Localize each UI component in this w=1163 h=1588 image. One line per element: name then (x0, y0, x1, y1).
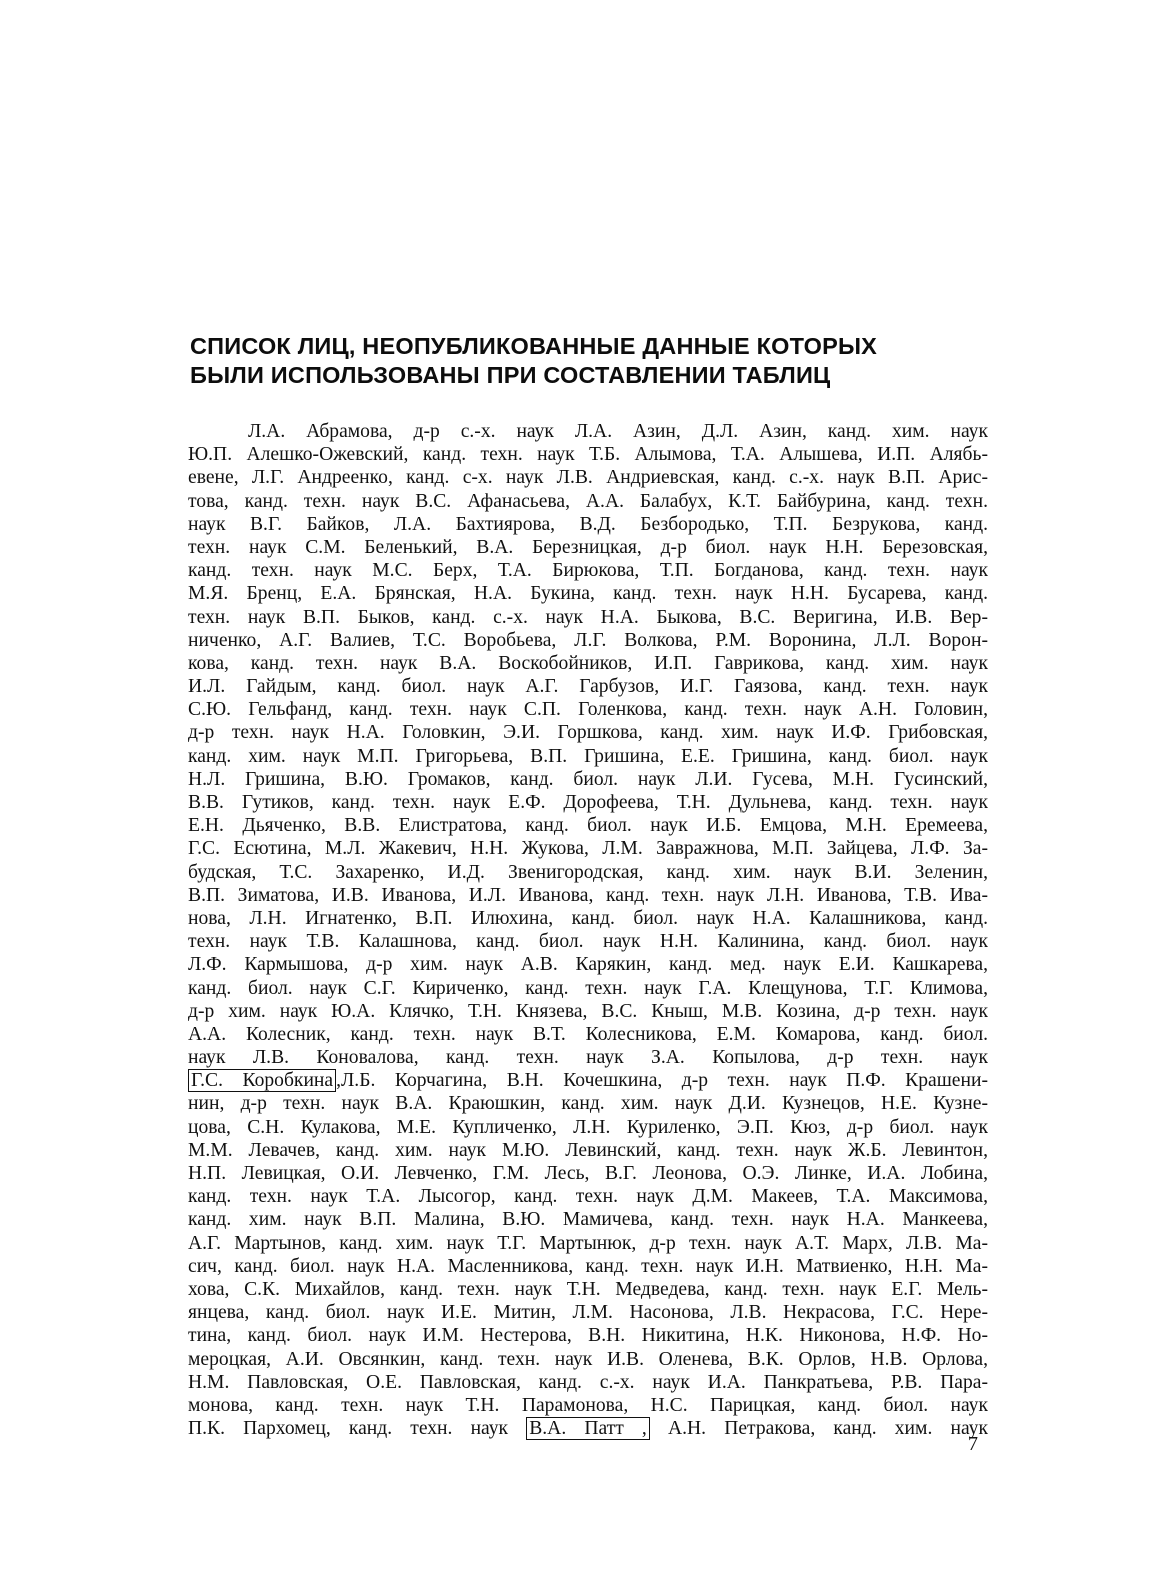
text-line: Г.С. Есютина, М.Л. Жакевич, Н.Н. Жукова, Л.М. Завражнова, М.П. Зайцева, Л.Ф. За- (188, 838, 988, 860)
text-line: техн. наук С.М. Беленький, В.А. Березницкая, д-р биол. наук Н.Н. Березовская, (188, 536, 988, 558)
text-line: сич, канд. биол. наук Н.А. Масленникова, канд. техн. наук И.Н. Матвиенко, Н.Н. Ма- (188, 1255, 988, 1277)
text-line: А.А. Колесник, канд. техн. наук В.Т. Колесникова, Е.М. Комарова, канд. биол. (188, 1023, 988, 1045)
text-line: Н.М. Павловская, О.Е. Павловская, канд. с.-х. наук И.А. Панкратьева, Р.В. Пара- (188, 1371, 988, 1393)
text-line: С.Ю. Гельфанд, канд. техн. наук С.П. Голенкова, канд. техн. наук А.Н. Головин, (188, 699, 988, 721)
text-line: В.П. Зиматова, И.В. Иванова, И.Л. Иванова, канд. техн. наук Л.Н. Иванова, Т.В. Ива- (188, 884, 988, 906)
text-line: М.Я. Бренц, Е.А. Брянская, Н.А. Букина, канд. техн. наук Н.Н. Бусарева, канд. (188, 583, 988, 605)
text-line: ниченко, А.Г. Валиев, Т.С. Воробьева, Л.Г. Волкова, Р.М. Воронина, Л.Л. Ворон- (188, 629, 988, 651)
text-line: А.Г. Мартынов, канд. хим. наук Т.Г. Мартынюк, д-р техн. наук А.Т. Марх, Л.В. Ма- (188, 1232, 988, 1254)
text-line: В.В. Гутиков, канд. техн. наук Е.Ф. Дорофеева, Т.Н. Дульнева, канд. техн. наук (188, 792, 988, 813)
text-line: наук В.Г. Байков, Л.А. Бахтиярова, В.Д. Безбородько, Т.П. Безрукова, канд. (188, 513, 988, 535)
text-line: монова, канд. техн. наук Т.Н. Парамонова, Н.С. Парицкая, канд. биол. наук (188, 1394, 988, 1416)
text-line: Л.А. Абрамова, д-р с.-х. наук Л.А. Азин, Д.Л. Азин, канд. хим. наук (248, 421, 988, 442)
text-line: М.М. Левачев, канд. хим. наук М.Ю. Левинский, канд. техн. наук Ж.Б. Левинтон, (188, 1139, 988, 1161)
text-line: техн. наук Т.В. Калашнова, канд. биол. наук Н.Н. Калинина, канд. биол. наук (188, 931, 988, 953)
text-line: будская, Т.С. Захаренко, И.Д. Звенигородская, канд. хим. наук В.И. Зеленин, (188, 861, 988, 883)
text-line: янцева, канд. биол. наук И.Е. Митин, Л.М. Насонова, Л.В. Некрасова, Г.С. Нере- (188, 1302, 988, 1324)
text-line: Н.Л. Гришина, В.Ю. Громаков, канд. биол. наук Л.И. Гусева, М.Н. Гусинский, (188, 768, 988, 790)
boxed-name: Г.С. Коробкина (188, 1069, 336, 1092)
text-line: Е.Н. Дьяченко, В.В. Елистратова, канд. биол. наук И.Б. Емцова, М.Н. Еремеева, (188, 815, 988, 837)
text-line: д-р техн. наук Н.А. Головкин, Э.И. Горшкова, канд. хим. наук И.Ф. Грибовская, (188, 722, 988, 744)
page-number: 7 (968, 1433, 978, 1455)
text-line: кова, канд. техн. наук В.А. Воскобойников, И.П. Гаврикова, канд. хим. наук (188, 652, 988, 674)
text-line: нин, д-р техн. наук В.А. Краюшкин, канд. хим. наук Д.И. Кузнецов, Н.Е. Кузне- (188, 1093, 988, 1115)
text-line: д-р хим. наук Ю.А. Клячко, Т.Н. Князева, В.С. Кныш, М.В. Козина, д-р техн. наук (188, 1000, 988, 1022)
text-line-with-box (188, 1069, 988, 1092)
boxed-name: В.А. Патт , (526, 1417, 650, 1440)
text-line: наук Л.В. Коновалова, канд. техн. наук З.А. Копылова, д-р техн. наук (188, 1047, 988, 1069)
text-line: канд. биол. наук С.Г. Кириченко, канд. техн. наук Г.А. Клещунова, Т.Г. Климова, (188, 977, 988, 999)
text-segment: ,Л.Б. Корчагина, В.Н. Кочешкина, д-р техн. наук П.Ф. Крашени- (336, 1070, 988, 1092)
text-line: хова, С.К. Михайлов, канд. техн. наук Т.Н. Медведева, канд. техн. наук Е.Г. Мель- (188, 1278, 988, 1300)
text-line: нова, Л.Н. Игнатенко, В.П. Илюхина, канд. биол. наук Н.А. Калашникова, канд. (188, 907, 988, 929)
contributors-list (188, 420, 988, 1440)
text-line: канд. техн. наук М.С. Берх, Т.А. Бирюкова, Т.П. Богданова, канд. техн. наук (188, 560, 988, 582)
text-line: канд. хим. наук М.П. Григорьева, В.П. Гришина, Е.Е. Гришина, канд. биол. наук (188, 745, 988, 767)
text-line: канд. техн. наук Т.А. Лысогор, канд. техн. наук Д.М. Макеев, Т.А. Максимова, (188, 1186, 988, 1208)
text-line-with-box (188, 1417, 988, 1440)
text-line: Н.П. Левицкая, О.И. Левченко, Г.М. Лесь, В.Г. Леонова, О.Э. Линке, И.А. Лобина, (188, 1163, 988, 1184)
text-line: мероцкая, А.И. Овсянкин, канд. техн. наук И.В. Оленева, В.К. Орлов, Н.В. Орлова, (188, 1348, 988, 1370)
text-line: това, канд. техн. наук В.С. Афанасьева, А.А. Балабух, К.Т. Байбурина, канд. техн. (188, 490, 988, 512)
text-line: техн. наук В.П. Быков, канд. с.-х. наук Н.А. Быкова, В.С. Веригина, И.В. Вер- (188, 606, 988, 628)
text-line: канд. хим. наук В.П. Малина, В.Ю. Мамичева, канд. техн. наук Н.А. Манкеева, (188, 1209, 988, 1231)
text-line: Ю.П. Алешко-Ожевский, канд. техн. наук Т.Б. Алымова, Т.А. Алышева, И.П. Алябь- (188, 444, 988, 466)
text-segment: П.К. Пархомец, канд. техн. наук (188, 1418, 509, 1440)
title-line-2: БЫЛИ ИСПОЛЬЗОВАНЫ ПРИ СОСТАВЛЕНИИ ТАБЛИЦ (190, 362, 831, 388)
text-line: цова, С.Н. Кулакова, М.Е. Купличенко, Л.Н. Куриленко, Э.П. Кюз, д-р биол. наук (188, 1116, 988, 1138)
text-segment: А.Н. Петракова, канд. хим. наук (667, 1418, 988, 1440)
page-title (190, 332, 990, 390)
text-line: Л.Ф. Кармышова, д-р хим. наук А.В. Карякин, канд. мед. наук Е.И. Кашкарева, (188, 954, 988, 976)
text-line: тина, канд. биол. наук И.М. Нестерова, В.Н. Никитина, Н.К. Никонова, Н.Ф. Но- (188, 1325, 988, 1347)
text-line: И.Л. Гайдым, канд. биол. наук А.Г. Гарбузов, И.Г. Гаязова, канд. техн. наук (188, 676, 988, 698)
text-line: евене, Л.Г. Андреенко, канд. с-х. наук Л.В. Андриевская, канд. с.-х. наук В.П. Арис- (188, 467, 988, 489)
title-line-1: СПИСОК ЛИЦ, НЕОПУБЛИКОВАННЫЕ ДАННЫЕ КОТОРЫХ (190, 333, 878, 359)
